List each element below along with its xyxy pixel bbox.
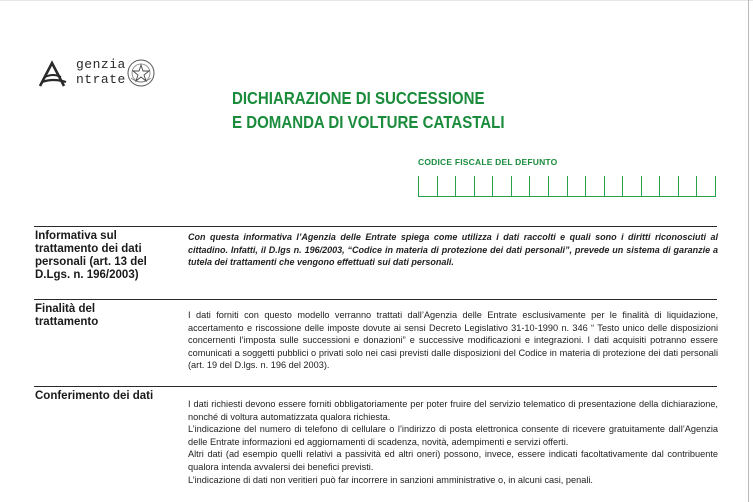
title-line-1: DICHIARAZIONE DI SUCCESSIONE bbox=[232, 88, 485, 108]
codice-fiscale-char-box[interactable] bbox=[567, 176, 586, 196]
logo-word-entrate: ntrate bbox=[76, 72, 126, 87]
codice-fiscale-char-box[interactable] bbox=[696, 176, 716, 196]
codice-fiscale-char-box[interactable] bbox=[455, 176, 474, 196]
codice-fiscale-char-box[interactable] bbox=[492, 176, 511, 196]
codice-fiscale-char-box[interactable] bbox=[437, 176, 456, 196]
codice-fiscale-char-box[interactable] bbox=[511, 176, 530, 196]
conferimento-paragraph: I dati richiesti devono essere forniti obbligatoriamente per poter fruire del servizio telematico di presentazione della dichiarazione, nonché di voltura automatizzata qualora richiesta. bbox=[188, 399, 718, 422]
section-title-informativa: Informativa sul trattamento dei dati personali (art. 13 del D.Lgs. n. 196/2003) bbox=[35, 230, 147, 281]
codice-fiscale-label: CODICE FISCALE DEL DEFUNTO bbox=[418, 157, 558, 167]
conferimento-paragraph: Altri dati (ad esempio quelli relativi a passività ed altri oneri) possono, invece, essere indicati facoltativamente dal contribuente qualora intenda avvalersi dei benefici previsti. bbox=[188, 449, 718, 472]
section-divider bbox=[34, 226, 717, 227]
page-right-border bbox=[748, 0, 749, 502]
section-divider bbox=[34, 386, 717, 387]
conferimento-paragraph: L’indicazione di dati non veritieri può far incorrere in sanzioni amministrative o, in alcuni casi, penali. bbox=[188, 474, 593, 485]
codice-fiscale-char-box[interactable] bbox=[585, 176, 604, 196]
codice-fiscale-char-box[interactable] bbox=[641, 176, 660, 196]
page-top-border bbox=[0, 0, 753, 1]
codice-fiscale-char-box[interactable] bbox=[604, 176, 623, 196]
codice-fiscale-char-box[interactable] bbox=[678, 176, 697, 196]
codice-fiscale-input[interactable] bbox=[418, 176, 716, 197]
republic-emblem-icon bbox=[126, 58, 156, 88]
logo-a-mark bbox=[36, 60, 70, 90]
codice-fiscale-char-box[interactable] bbox=[622, 176, 641, 196]
codice-fiscale-char-box[interactable] bbox=[474, 176, 493, 196]
codice-fiscale-char-box[interactable] bbox=[529, 176, 548, 196]
codice-fiscale-char-box[interactable] bbox=[548, 176, 567, 196]
document-title bbox=[232, 86, 505, 134]
codice-fiscale-char-box[interactable] bbox=[659, 176, 678, 196]
section-text-finalita bbox=[188, 309, 718, 372]
informativa-paragraph: Con questa informativa l’Agenzia delle Entrate spiega come utilizza i dati raccolti e quali sono i diritti riconosciuti al cittadino. Infatti, il D.lgs n. 196/2003, “Codice in materia di protezione dei dati personali”, prevede un sistema di garanzie a tutela dei trattamenti che vengono effettuati sui dati personali. bbox=[188, 232, 718, 268]
logo-word-agenzia: genzia bbox=[76, 57, 126, 72]
section-title-finalita: Finalità del trattamento bbox=[35, 303, 99, 328]
finalita-paragraph: I dati forniti con questo modello verranno trattati dall’Agenzia delle Entrate esclusivamente per le finalità di liquidazione, accertamento e riscossione delle imposte dovute ai sensi Decreto Legislativo 31-10-1990 n. 346 “ Testo unico delle disposizioni concernenti l’imposta sulle successioni e donazioni” e successive modificazioni e integrazioni. I dati acquisiti potranno essere comunicati a soggetti pubblici o privati solo nei casi previsti dalle disposizioni del Codice in materia di protezione dei dati personali (art. 19 del D.lgs. n. 196 del 2003). bbox=[188, 310, 718, 371]
section-title-conferimento: Conferimento dei dati bbox=[35, 390, 154, 402]
section-text-informativa bbox=[188, 231, 718, 269]
section-divider bbox=[34, 299, 717, 300]
conferimento-paragraph: L’indicazione del numero di telefono di cellulare o l’indirizzo di posta elettronica consente di ricevere gratuitamente dall’Agenzia delle Entrate informazioni ed aggiornamenti di scadenza, novità, adempimenti e servizi offerti. bbox=[188, 424, 718, 447]
section-text-conferimento bbox=[188, 398, 718, 486]
codice-fiscale-char-box[interactable] bbox=[418, 176, 437, 196]
title-line-2: E DOMANDA DI VOLTURE CATASTALI bbox=[232, 112, 505, 132]
